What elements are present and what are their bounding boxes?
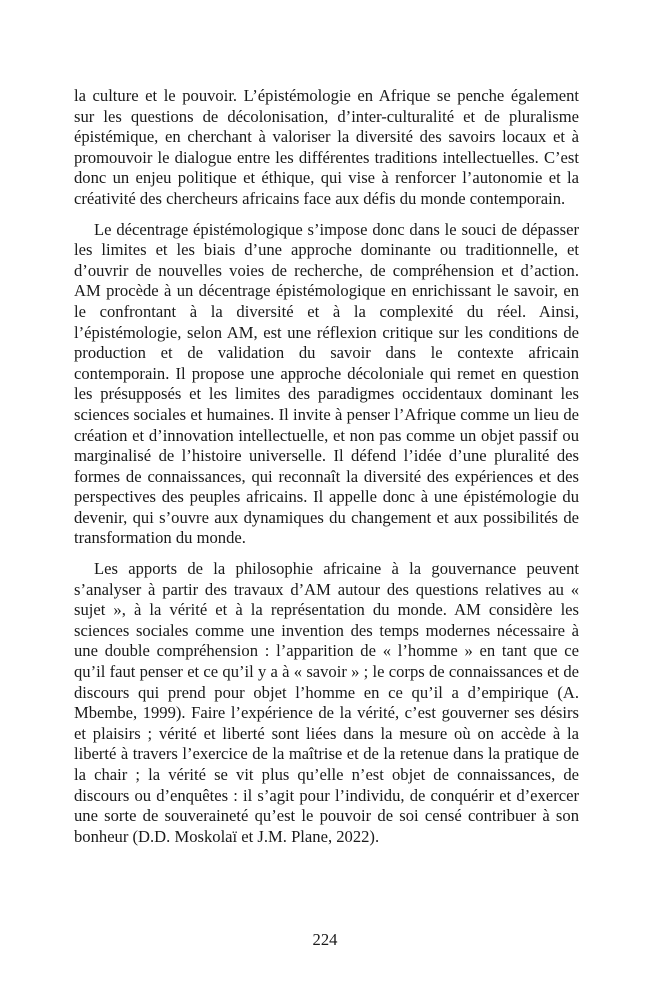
page-body <box>74 86 579 857</box>
page-number: 224 <box>312 930 338 949</box>
paragraph-2: Le décentrage épistémologique s’impose donc dans le souci de dépasser les limites et les biais d’une approche dominante ou traditionnelle, et d’ouvrir de nouvelles voies de recherche, de compréhension et d’action. AM procède à un décentrage épistémologique en enrichissant le savoir, en le confrontant à la diversité et à la complexité du réel. Ainsi, l’épistémologie, selon AM, est une réflexion critique sur les conditions de production et de validation du savoir dans le contexte africain contemporain. Il propose une approche décoloniale qui remet en question les présupposés et les limites des paradigmes occidentaux dominant les sciences sociales et humaines. Il invite à penser l’Afrique comme un lieu de création et d’innovation intellectuelle, et non pas comme un objet passif ou marginalisé de l’histoire universelle. Il défend l’idée d’une pluralité des formes de connaissances, qui reconnaît la diversité des expériences et des perspectives des peuples africains. Il appelle donc à une épistémologie du devenir, qui s’ouvre aux dynamiques du changement et aux possibilités de transformation du monde. <box>74 219 579 548</box>
paragraph-1: la culture et le pouvoir. L’épistémologie en Afrique se penche également sur les questions de décolonisation, d’inter-culturalité et de pluralisme épistémique, en cherchant à valoriser la diversité des savoirs locaux et à promouvoir le dialogue entre les différentes traditions intellectuelles. C’est donc un enjeu politique et éthique, qui vise à renforcer l’autonomie et la créativité des chercheurs africains face aux défis du monde contemporain. <box>74 86 579 208</box>
paragraph-3: Les apports de la philosophie africaine à la gouvernance peuvent s’analyser à partir des travaux d’AM autour des questions relatives au « sujet », à la vérité et à la représentation du monde. AM considère les sciences sociales comme une invention des temps modernes nécessaire à une double compréhension : l’apparition de « l’homme » en tant que ce qu’il faut penser et ce qu’il y a à « savoir » ; le corps de connaissances et de discours qui prend pour objet l’homme en ce qu’il a d’empirique (A. Mbembe, 1999). Faire l’expérience de la vérité, c’est gouverner ses désirs et plaisirs ; vérité et liberté sont liées dans la mesure où on accède à la liberté à travers l’exercice de la maîtrise et de la retenue dans la pratique de la chair ; la vérité se vit plus qu’elle n’est objet de connaissances, de discours ou d’enquêtes : il s’agit pour l’individu, de conquérir et d’exercer une sorte de souveraineté qu’est le pouvoir de soi censé contribuer à son bonheur (D.D. Moskolaï et J.M. Plane, 2022). <box>74 559 579 846</box>
